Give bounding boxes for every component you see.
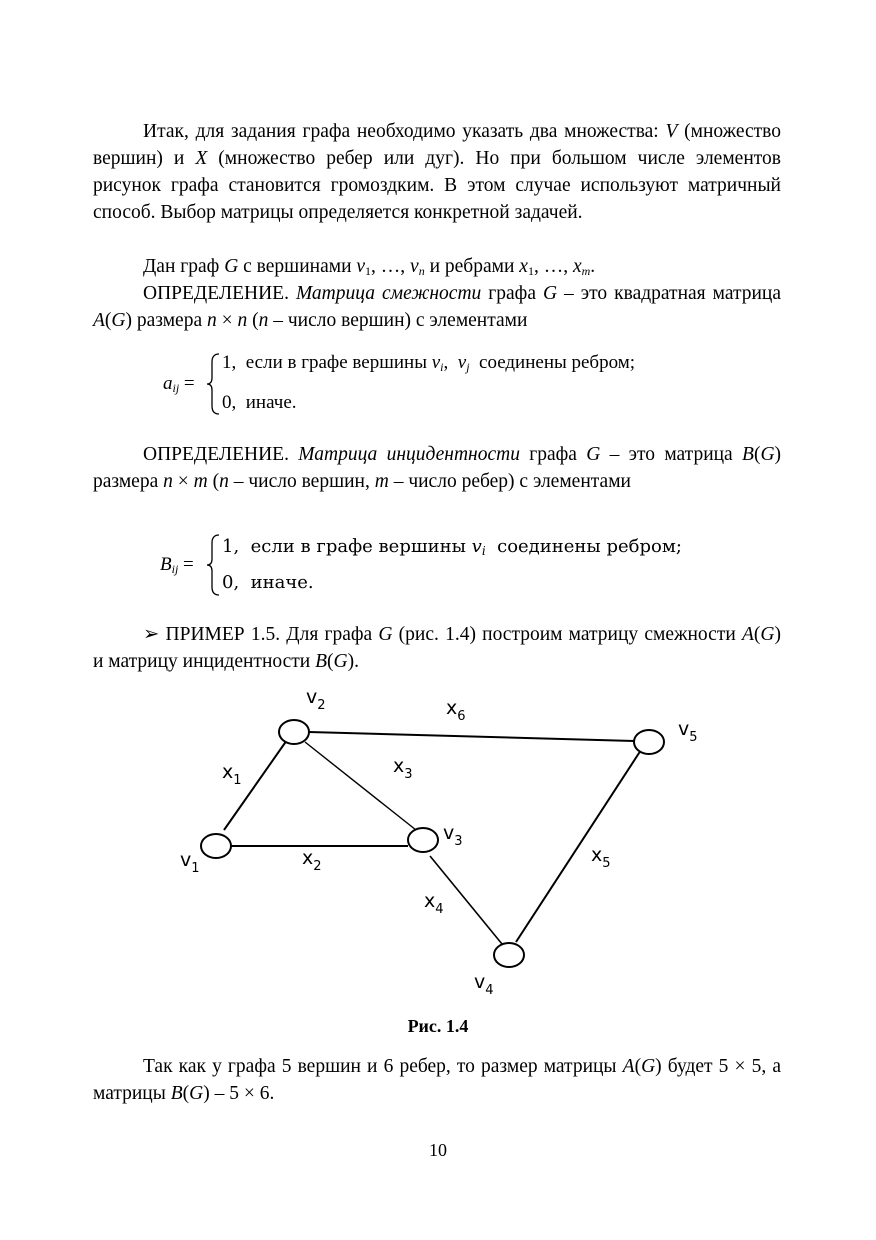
vertex-label-v2: $v_2$ [306,686,326,713]
vertex-v3 [408,828,438,852]
definition-adjacency-matrix: ОПРЕДЕЛЕНИЕ. Матрица смежности графа G – это квадратная матрица A(G) размера n × n (n – число вершин) с элементами [93,283,782,331]
formula-bij-case2: 0, иначе. [222,572,314,593]
edge-x6 [309,732,634,741]
formula-bij-brace [206,533,222,597]
formula-bij-lhs: $B_{ij}$ = [160,554,194,576]
vertex-v2 [279,720,309,744]
edge-label-x3: $x_3$ [393,755,413,782]
arrow-bullet-icon: ➢ [143,624,160,645]
page-number: 10 [429,1140,447,1160]
edge-label-x6: $x_6$ [446,697,466,724]
definition-incidence-matrix: ОПРЕДЕЛЕНИЕ. Матрица инцидентности графа G – это матрица B(G) размера n × m (n – число вершин, m – число ребер) с элементами [93,444,782,492]
graph-figure [0,670,876,1010]
vertex-v4 [494,943,524,967]
formula-aij-lhs: $a_{ij}$ = [163,373,195,395]
vertex-v1 [201,834,231,858]
edge-label-x1: $x_1$ [222,761,242,788]
vertex-label-v3: $v_3$ [443,822,463,849]
paragraph-graph-given: Дан граф G с вершинами $v_1$, …, $v_n$ и ребрами $x_1$, …, $x_m$. [143,256,596,278]
example-paragraph: ➢ ПРИМЕР 1.5. Для графа G (рис. 1.4) построим матрицу смежности A(G) и матрицу инцидентности B(G). [93,624,781,672]
figure-caption: Рис. 1.4 [407,1016,469,1036]
formula-aij-brace [206,352,222,416]
formula-aij-case2: 0, иначе. [222,392,297,413]
formula-aij-case1: 1, если в графе вершины $v_i$, $v_j$ соединены ребром; [222,352,636,374]
paragraph-intro: Итак, для задания графа необходимо указать два множества: V (множество вершин) и X (множество ребер или дуг). Но при большом числе элементов рисунок графа становится громоздким. В этом случае используют матричный способ. Выбор матрицы определяется конкретной задачей. [93,121,781,223]
edge-label-x5: $x_5$ [591,844,611,871]
vertex-v5 [634,730,664,754]
edge-x4 [430,856,502,944]
vertex-label-v5: $v_5$ [678,718,698,745]
vertex-label-v4: $v_4$ [474,971,494,998]
edge-x5 [516,750,641,942]
edge-label-x4: $x_4$ [424,890,444,917]
formula-bij-case1: 1, если в графе вершины $v_i$ соединены ребром; [222,536,682,558]
paragraph-matrix-sizes: Так как у графа 5 вершин и 6 ребер, то размер матрицы A(G) будет 5 × 5, а матрицы B(G) – 5 × 6. [93,1056,782,1104]
vertex-label-v1: $v_1$ [180,849,200,876]
edge-label-x2: $x_2$ [302,847,322,874]
